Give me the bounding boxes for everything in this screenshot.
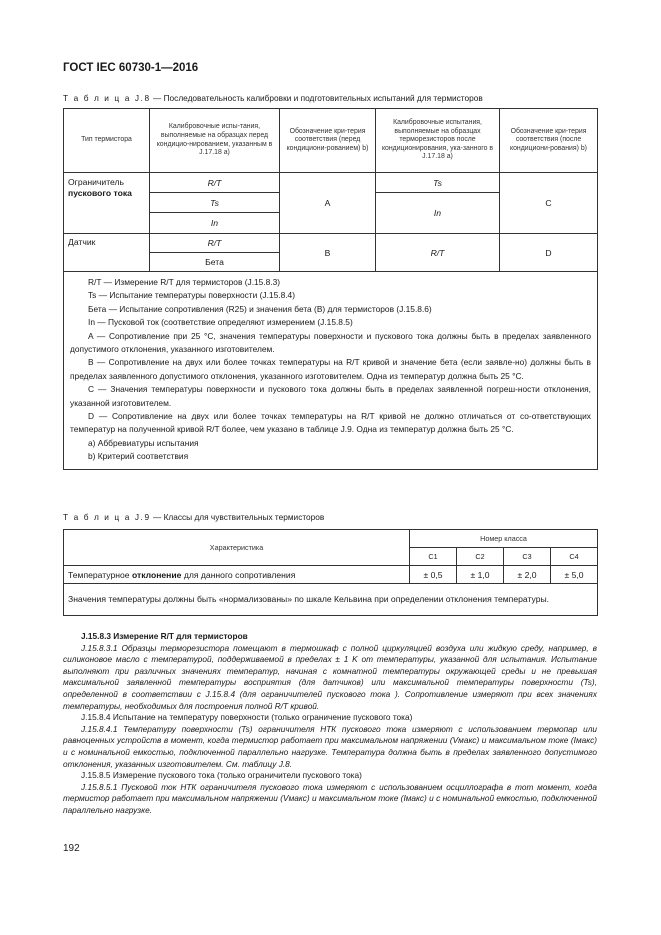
page-number: 192 [63, 843, 80, 854]
j8-limiter-pre-ts: Ts [150, 193, 280, 213]
j9-value-c4: ± 5,0 [551, 566, 598, 584]
j9-class-c1: C1 [410, 548, 457, 566]
j9-class-c3: C3 [504, 548, 551, 566]
j9-row-label: Температурное отклонение для данного сопротивления [64, 566, 410, 584]
section-j15-8-4-title: J.15.8.4 Испытание на температуру поверхности (только ограничение пускового тока) [81, 712, 413, 723]
j8-sensor-pre-rt: R/T [150, 234, 280, 253]
section-j15-8-3-title: J.15.8.3 Измерение R/T для термисторов [81, 631, 248, 641]
j8-sensor-post-rt: R/T [376, 234, 500, 272]
j8-sensor-pre-beta: Бета [150, 253, 280, 272]
j8-header-post-tests: Калибровочные испытания, выполняемые на образцах терморезисторов после кондиционирования, ука-занного в J.17.18 a) [376, 109, 500, 173]
j9-header-class: Номер класса [410, 530, 598, 548]
note-a: A — Сопротивление при 25 °C, значения температуры поверхности и пускового тока должны быть в пределах заявленного допустимого отклонения, указанного изготовителем. [70, 330, 591, 355]
note-ts: Ts — Испытание температуры поверхности (J.15.8.4) [88, 290, 296, 301]
table-j9-caption [63, 512, 324, 522]
note-rt: R/T — Измерение R/T для термисторов (J.15.8.3) [88, 277, 281, 287]
j8-limiter-pre-in: In [150, 213, 280, 234]
footnote-b: b) Критерий соответствия [88, 451, 189, 462]
j8-sensor-crit-pre: B [280, 234, 376, 272]
note-in: In — Пусковой ток (соответствие определяют измерением (J.15.8.5) [88, 317, 353, 328]
j8-header-pre-criterion: Обозначение кри-терия соответствия (перед кондициони-рованием) b) [280, 109, 376, 173]
section-j15-8-5-1: J.15.8.5.1 Пусковой ток НТК ограничителя пускового тока измеряют с использованием осциллографа в тот момент, когда термистор работает при максимальном напряжении (Vмакс) и максимальном токе (Iмакс) и с номинальной емкостью, подключенной параллельно нагрузке. [63, 781, 597, 815]
document-header: ГОСТ IEC 60730-1—2016 [63, 62, 199, 74]
j9-value-c1: ± 0,5 [410, 566, 457, 584]
j9-header-characteristic: Характеристика [64, 530, 410, 566]
section-j15-8-4-1: J.15.8.4.1 Температуру поверхности (Ts) ограничителя НТК пускового тока измеряют с использованием термопар или равноценных устройств в момент, когда термистор работает при максимальном напряжении (Vмакс) и максимальном токе (Iмакс) и с номинальной емкостью, подключенной параллельно нагрузке. Температура должна быть в пределах заявленного допустимого отклонения, указанных изготовителем. См. таблицу J.8. [63, 723, 597, 769]
table-j8-label: Т а б л и ц а J.8 [63, 93, 151, 103]
j9-value-c2: ± 1,0 [457, 566, 504, 584]
j8-limiter-pre-rt: R/T [150, 173, 280, 193]
j8-header-type: Тип термистора [64, 109, 150, 173]
note-b: B — Сопротивление на двух или более точках температуры на R/T кривой и значение бета (если заявле-но) должны быть в пределах заявленного допустимого отклонения, указанного изготовителем. Одна из температур должна быть 25 °C. [70, 357, 591, 381]
body-text [63, 631, 597, 817]
j9-class-c4: C4 [551, 548, 598, 566]
table-j8 [63, 108, 598, 470]
j8-row-limiter-label: Ограничитель пускового тока [64, 173, 150, 234]
j8-limiter-post-ts: Ts [376, 173, 500, 193]
j9-value-c3: ± 2,0 [504, 566, 551, 584]
j8-header-post-criterion: Обозначение кри-терия соответствия (после кондициони-рования) b) [500, 109, 598, 173]
j8-limiter-crit-pre: A [280, 173, 376, 234]
table-j8-title: — Последовательность калибровки и подготовительных испытаний для термисторов [150, 93, 483, 103]
note-c: C — Значения температуры поверхности и пускового тока должны быть в пределах заявленной погреш-ности отклонения, указанной изготовителем. [70, 384, 591, 408]
j8-notes [70, 276, 591, 464]
j9-note: Значения температуры должны быть «нормализованы» по шкале Кельвина при определении отклонения температуры. [64, 584, 598, 616]
j8-limiter-post-in: In [376, 193, 500, 234]
note-beta: Бета — Испытание сопротивления (R25) и значения бета (B) для термисторов (J.15.8.6) [88, 303, 432, 314]
section-j15-8-5-title: J.15.8.5 Измерение пускового тока (только ограничители пускового тока) [81, 770, 362, 781]
j8-sensor-crit-post: D [500, 234, 598, 272]
table-j9-title: — Классы для чувствительных термисторов [150, 512, 325, 522]
j9-class-c2: C2 [457, 548, 504, 566]
j8-header-pre-tests: Калибровочные испы-тания, выполняемые на образцах перед кондицио-нированием, указанным в J.17.18 a) [150, 109, 280, 173]
footnote-a: a) Аббревиатуры испытания [88, 437, 199, 448]
j8-notes-cell [64, 272, 598, 470]
section-j15-8-3-1: J.15.8.3.1 Образцы терморезистора помещают в термошкаф с полной циркуляцией воздуха или жидкую среду, например, в силиконовое масло с температурой, поддерживаемой в пределах ± 1 K от температуры, указанной для испытания. Испытание выполняют при различных значениях температур, начиная с комнатной температуры окружающей среды и не превышая максимальной заявленной температуры восприятия (для датчиков) или максимальной температуры поверхности (Ts), определенной в соответствии с J.15.8.4 (для ограничителей пускового тока ). Сопротивление измеряют при всех значениях температуры, необходимых для построения полной R/T кривой. [63, 642, 597, 711]
j8-row-sensor-label: Датчик [64, 234, 150, 272]
note-d: D — Сопротивление на двух или более точках температуры на R/T кривой не должно отличаться от со-ответствующих температур на полученной кривой R/T более, чем указано в таблице J.9. Одна из температур должна быть 25 °C. [70, 411, 591, 435]
table-j9-label: Т а б л и ц а J.9 [63, 512, 151, 522]
table-j8-caption [63, 93, 483, 103]
table-j9 [63, 529, 598, 616]
j8-limiter-crit-post: C [500, 173, 598, 234]
